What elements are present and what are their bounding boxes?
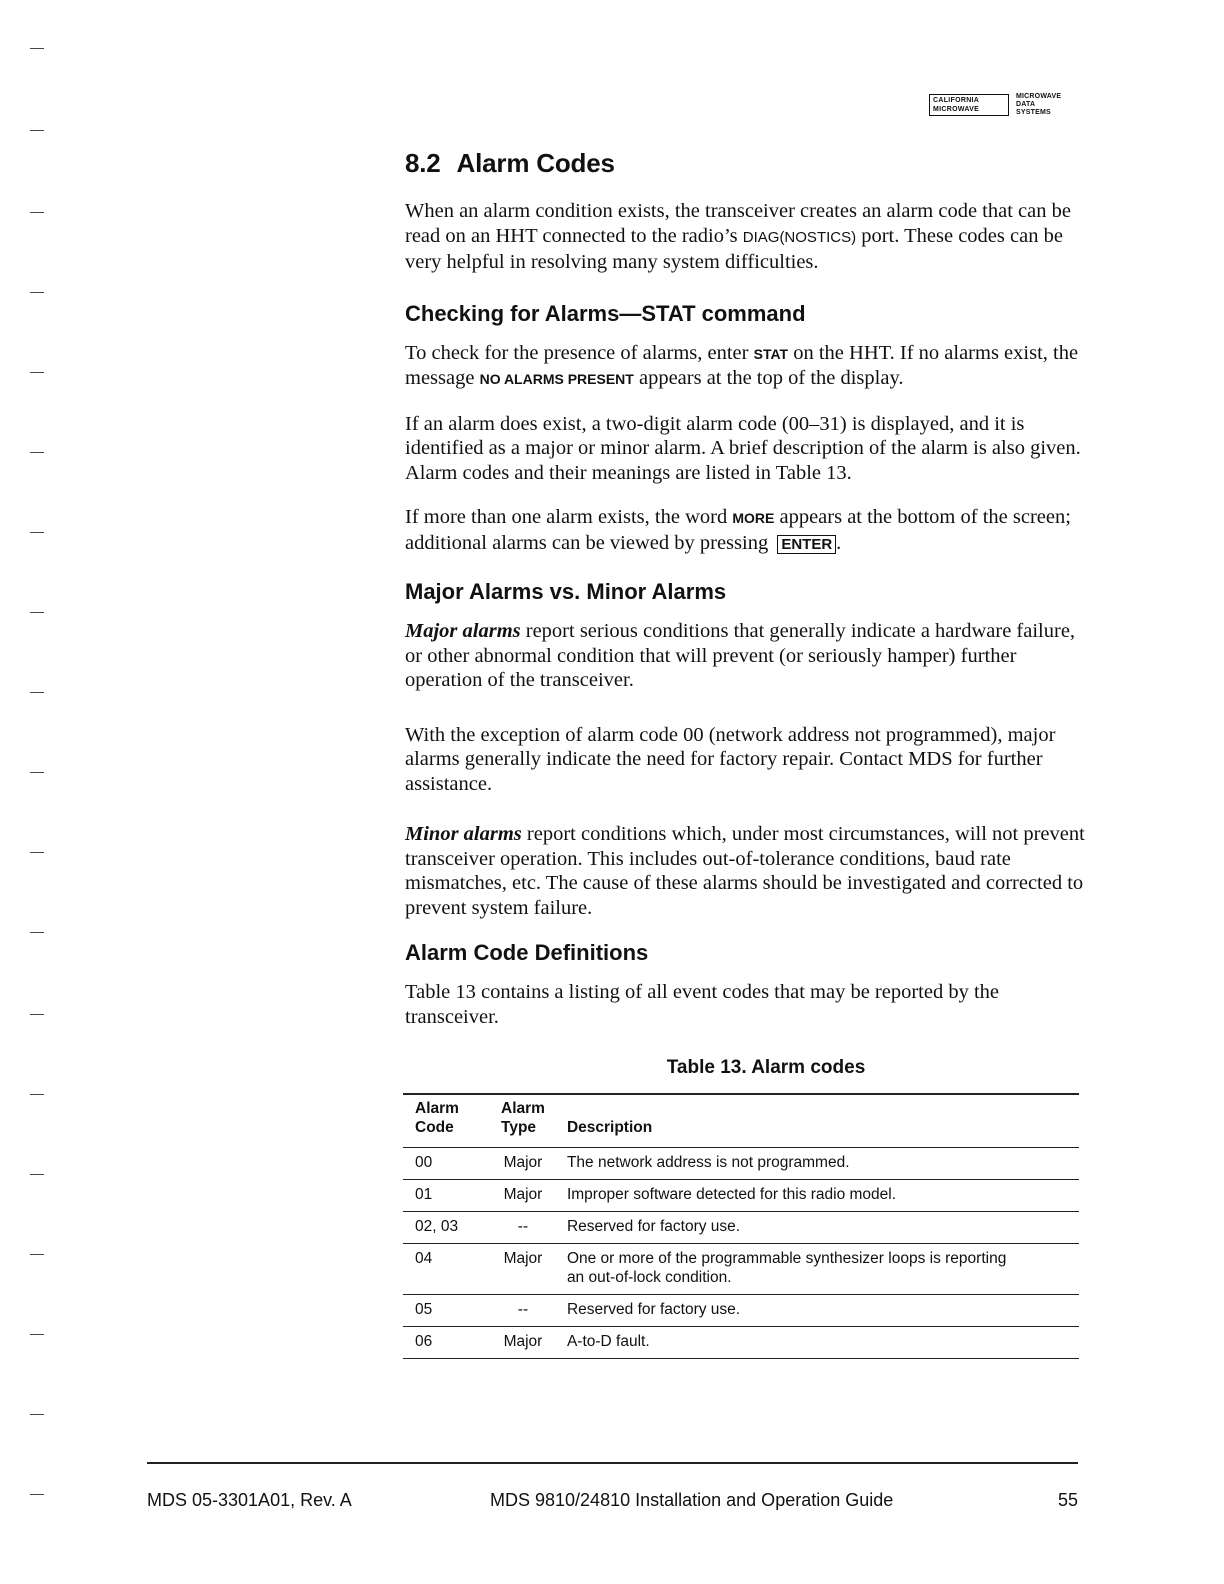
section-title-text: Alarm Codes <box>456 148 615 178</box>
header-description: Description <box>566 1119 653 1136</box>
checking-heading: Checking for Alarms—STAT command <box>405 300 806 326</box>
definitions-heading: Alarm Code Definitions <box>405 940 649 965</box>
logo-side-text <box>1016 93 1061 117</box>
major-alarms-text: report serious conditions that generally indicate a hardware failure, or other abnormal condition that will prevent (or seriously hamper) further operation of the transceiver. <box>405 620 1076 691</box>
table-row <box>403 1212 1079 1244</box>
table-row <box>403 1327 1079 1359</box>
alarm-type-cell: Major <box>503 1154 543 1171</box>
section-number: 8.2 <box>405 148 441 178</box>
exception-paragraph: With the exception of alarm code 00 (network address not programmed), major alarms generally indicate the need for factory repair. Contact MDS for further assistance. <box>405 723 1056 795</box>
description-cell: One or more of the programmable synthesizer loops is reporting an out-of-lock condition. <box>566 1250 1007 1286</box>
intro-text-a: When an alarm condition exists, the transceiver creates an alarm code that can be read on an HHT connected to the radio’s <box>405 200 1071 247</box>
checking-paragraph-3 <box>405 505 1091 555</box>
alarm-type-cell: -- <box>517 1301 529 1318</box>
alarm-code-cell: 05 <box>415 1301 433 1318</box>
table-header-row <box>403 1094 1079 1148</box>
footer-doc-number: MDS 05-3301A01, Rev. A <box>147 1490 352 1510</box>
table-row <box>403 1295 1079 1327</box>
description-cell: The network address is not programmed. <box>566 1154 850 1171</box>
page-content <box>401 148 1091 1359</box>
checking-p3-b: appears at the bottom of the screen; additional alarms can be viewed by pressing <box>405 506 1071 554</box>
logo-box-line2: MICROWAVE <box>933 106 980 113</box>
major-minor-heading: Major Alarms vs. Minor Alarms <box>405 579 727 604</box>
alarm-type-cell: Major <box>503 1333 543 1350</box>
section-title <box>405 148 1091 179</box>
footer-page-number: 55 <box>1058 1490 1079 1510</box>
definitions-paragraph: Table 13 contains a listing of all event codes that may be reported by the transceiver. <box>405 981 1000 1028</box>
alarm-type-cell: Major <box>503 1250 543 1267</box>
company-logo <box>929 94 1094 120</box>
header-alarm-type: Alarm Type <box>501 1100 545 1136</box>
table-row <box>403 1148 1079 1180</box>
major-alarms-paragraph <box>405 619 1091 693</box>
logo-side-line1: MICROWAVE <box>1016 93 1062 100</box>
header-alarm-code: Alarm Code <box>415 1100 459 1136</box>
alarm-type-cell: Major <box>503 1186 543 1203</box>
alarm-code-cell: 04 <box>415 1250 433 1267</box>
alarm-code-cell: 06 <box>415 1333 433 1350</box>
checking-p3-c: . <box>836 531 842 554</box>
enter-key: ENTER <box>777 535 836 554</box>
stat-command: STAT <box>753 345 789 362</box>
footer-guide-title: MDS 9810/24810 Installation and Operation Guide <box>490 1490 894 1510</box>
logo-side-line2: DATA <box>1016 101 1036 108</box>
diag-port-label: DIAG(NOSTICS) <box>742 228 857 246</box>
checking-p1-a: To check for the presence of alarms, enter <box>405 341 754 364</box>
logo-box-line1: CALIFORNIA <box>933 97 980 104</box>
checking-p1-c: appears at the top of the display. <box>633 367 904 389</box>
description-cell: Reserved for factory use. <box>566 1218 741 1235</box>
minor-alarms-text: report conditions which, under most circumstances, will not prevent transceiver operation. This includes out-of-tolerance conditions, baud rate mismatches, etc. The cause of these alarms should be investigated and corrected to prevent system failure. <box>405 823 1085 919</box>
alarm-code-cell: 01 <box>415 1186 433 1203</box>
alarm-code-cell: 02, 03 <box>415 1218 459 1235</box>
table-row <box>403 1180 1079 1212</box>
checking-p1-b: on the HHT. If no alarms exist, the message <box>405 341 1079 389</box>
more-word: MORE <box>732 510 775 526</box>
checking-paragraph-2: If an alarm does exist, a two-digit alarm code (00–31) is displayed, and it is identified as a major or minor alarm. A brief description of the alarm is also given. Alarm codes and their meanings are listed in Table 13. <box>405 412 1081 484</box>
intro-paragraph <box>405 199 1091 275</box>
description-cell: Reserved for factory use. <box>566 1301 741 1318</box>
alarm-type-cell: -- <box>517 1218 529 1235</box>
table-title: Table 13. Alarm codes <box>666 1057 866 1078</box>
major-alarms-lead: Major alarms <box>405 620 521 642</box>
logo-side-line3: SYSTEMS <box>1016 109 1051 116</box>
alarm-code-cell: 00 <box>415 1154 433 1171</box>
alarm-codes-table <box>403 1093 1079 1359</box>
checking-paragraph-1 <box>405 341 1091 392</box>
minor-alarms-lead: Minor alarms <box>405 823 522 845</box>
checking-p3-a: If more than one alarm exists, the word <box>405 506 733 528</box>
logo-box <box>929 94 1009 116</box>
footer-rule <box>147 1462 1078 1464</box>
description-cell: A-to-D fault. <box>566 1333 650 1350</box>
minor-alarms-paragraph <box>405 822 1091 920</box>
intro-text-b: port. These codes can be very helpful in resolving many system difficulties. <box>405 224 1063 273</box>
no-alarms-message: NO ALARMS PRESENT <box>479 371 634 387</box>
margin-marks <box>30 0 50 1584</box>
table-row <box>403 1244 1079 1295</box>
description-cell: Improper software detected for this radio model. <box>566 1186 897 1203</box>
